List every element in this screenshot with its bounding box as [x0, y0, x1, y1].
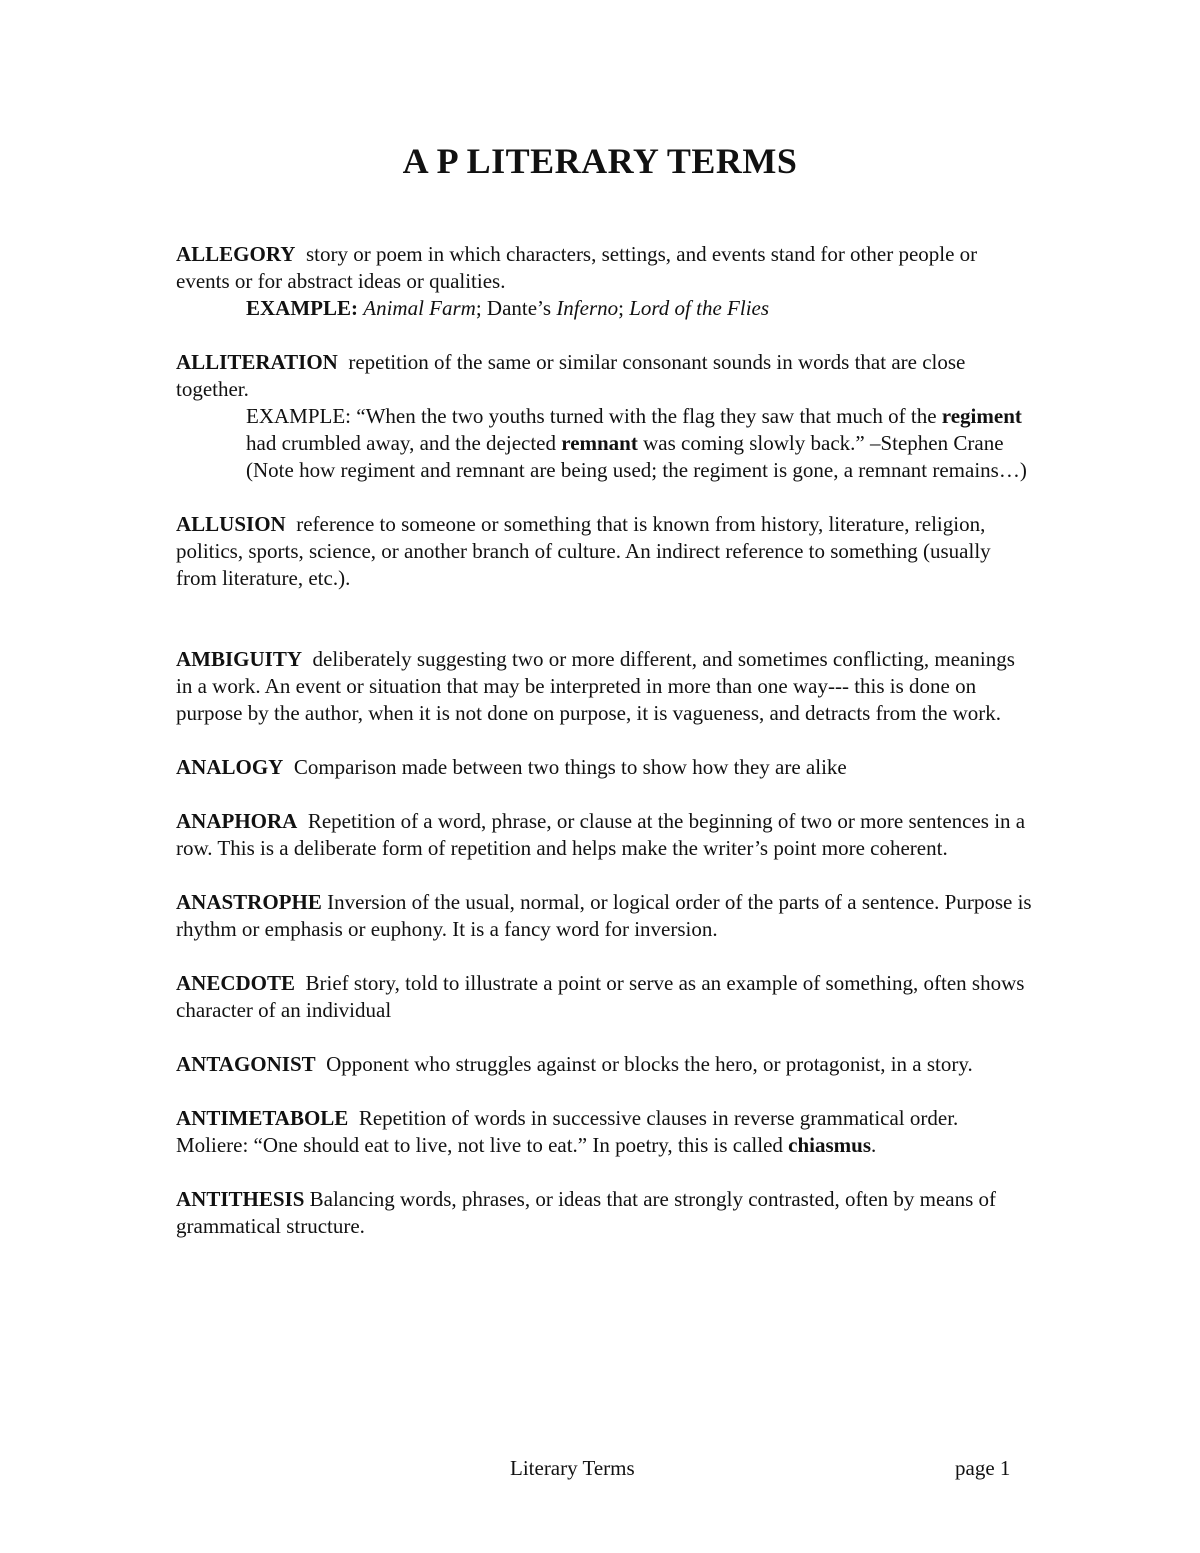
entry-analogy: [176, 754, 1036, 781]
term-anecdote: ANECDOTE: [176, 971, 296, 995]
entry-ambiguity: [176, 646, 1036, 727]
definition-antimetabole: Repetition of words in successive clauses in reverse grammatical order.: [358, 1106, 959, 1130]
definition-allusion: reference to someone or something that is known from history, literature, religion, politics, sports, science, or another branch of culture. An indirect reference to something (usually from literature, etc.).: [176, 512, 991, 590]
entry-antagonist-text: [176, 1051, 1036, 1078]
entry-anastrophe: [176, 889, 1036, 943]
entry-antimetabole: [176, 1105, 1036, 1159]
example-allegory: [176, 295, 1036, 322]
definition-allegory: story or poem in which characters, settings, and events stand for other people or events or for abstract ideas or qualities.: [176, 242, 978, 293]
example-text: EXAMPLE: “When the two youths turned with the flag they saw that much of the: [246, 404, 942, 428]
term-antagonist: ANTAGONIST: [176, 1052, 316, 1076]
example-antimetabole: [176, 1132, 1036, 1159]
term-antimetabole: ANTIMETABOLE: [176, 1106, 349, 1130]
term-analogy: ANALOGY: [176, 755, 284, 779]
example-alliteration: [176, 403, 1036, 484]
page-number: page 1: [955, 1456, 1011, 1480]
definition-anecdote: Brief story, told to illustrate a point or serve as an example of something, often shows character of an individual: [176, 971, 1025, 1022]
example-text: was coming slowly back.” –Stephen Crane (Note how regiment and remnant are being used; the regiment is gone, a remnant remains…): [246, 431, 1027, 482]
definition-antithesis: Balancing words, phrases, or ideas that are strongly contrasted, often by means of grammatical structure.: [176, 1187, 997, 1238]
definition-ambiguity: deliberately suggesting two or more different, and sometimes conflicting, meanings in a work. An event or situation that may be interpreted in more than one way--- this is done on purpose by the author, when it is not done on purpose, it is vagueness, and detracts from the work.: [176, 647, 1015, 725]
example-bold-word: regiment: [941, 404, 1022, 428]
entry-anecdote: [176, 970, 1036, 1024]
entry-ambiguity-text: [176, 646, 1036, 727]
example-title: Inferno: [556, 296, 619, 320]
entry-antithesis: [176, 1186, 1036, 1240]
term-allegory: ALLEGORY: [176, 242, 296, 266]
entry-analogy-text: [176, 754, 1036, 781]
definition-anastrophe: Inversion of the usual, normal, or logical order of the parts of a sentence. Purpose is rhythm or emphasis or euphony. It is a fancy word for inversion.: [176, 890, 1032, 941]
definition-alliteration: repetition of the same or similar consonant sounds in words that are close together.: [176, 350, 966, 401]
definition-antagonist: Opponent who struggles against or blocks the hero, or protagonist, in a story.: [326, 1052, 973, 1076]
term-allusion: ALLUSION: [176, 512, 286, 536]
entry-anecdote-text: [176, 970, 1036, 1024]
example-title: Animal Farm: [363, 296, 476, 320]
entry-allusion: [176, 511, 1036, 592]
entry-alliteration: [176, 349, 1036, 484]
definition-anaphora: Repetition of a word, phrase, or clause at the beginning of two or more sentences in a row. This is a deliberate form of repetition and helps make the writer’s point more coherent.: [176, 809, 1026, 860]
entry-antagonist: [176, 1051, 1036, 1078]
term-anastrophe: ANASTROPHE: [176, 890, 322, 914]
example-label: EXAMPLE:: [246, 296, 358, 320]
entry-anaphora-text: [176, 808, 1036, 862]
term-antithesis: ANTITHESIS: [176, 1187, 305, 1211]
example-text: .: [871, 1133, 877, 1157]
entry-anaphora: [176, 808, 1036, 862]
example-text: Moliere: “One should eat to live, not live to eat.” In poetry, this is called: [176, 1133, 789, 1157]
footer-label: Literary Terms: [510, 1456, 635, 1480]
example-separator: ; Dante’s: [475, 296, 557, 320]
example-bold-word: remnant: [561, 431, 638, 455]
entry-alliteration-text: [176, 349, 1036, 403]
entry-antithesis-text: [176, 1186, 1036, 1240]
page-title: A P LITERARY TERMS: [402, 141, 798, 181]
definition-analogy: Comparison made between two things to show how they are alike: [293, 755, 847, 779]
example-text: had crumbled away, and the dejected: [246, 431, 562, 455]
entry-allusion-text: [176, 511, 1036, 592]
entry-anastrophe-text: [176, 889, 1036, 943]
entry-allegory-text: [176, 241, 1036, 295]
example-separator: ;: [618, 296, 630, 320]
example-title: Lord of the Flies: [629, 296, 770, 320]
entry-antimetabole-text: [176, 1105, 1036, 1132]
example-bold-word: chiasmus: [788, 1133, 871, 1157]
term-anaphora: ANAPHORA: [176, 809, 298, 833]
term-alliteration: ALLITERATION: [176, 350, 338, 374]
entry-allegory: [176, 241, 1036, 322]
term-ambiguity: AMBIGUITY: [176, 647, 303, 671]
terms-list: [176, 241, 1036, 1267]
